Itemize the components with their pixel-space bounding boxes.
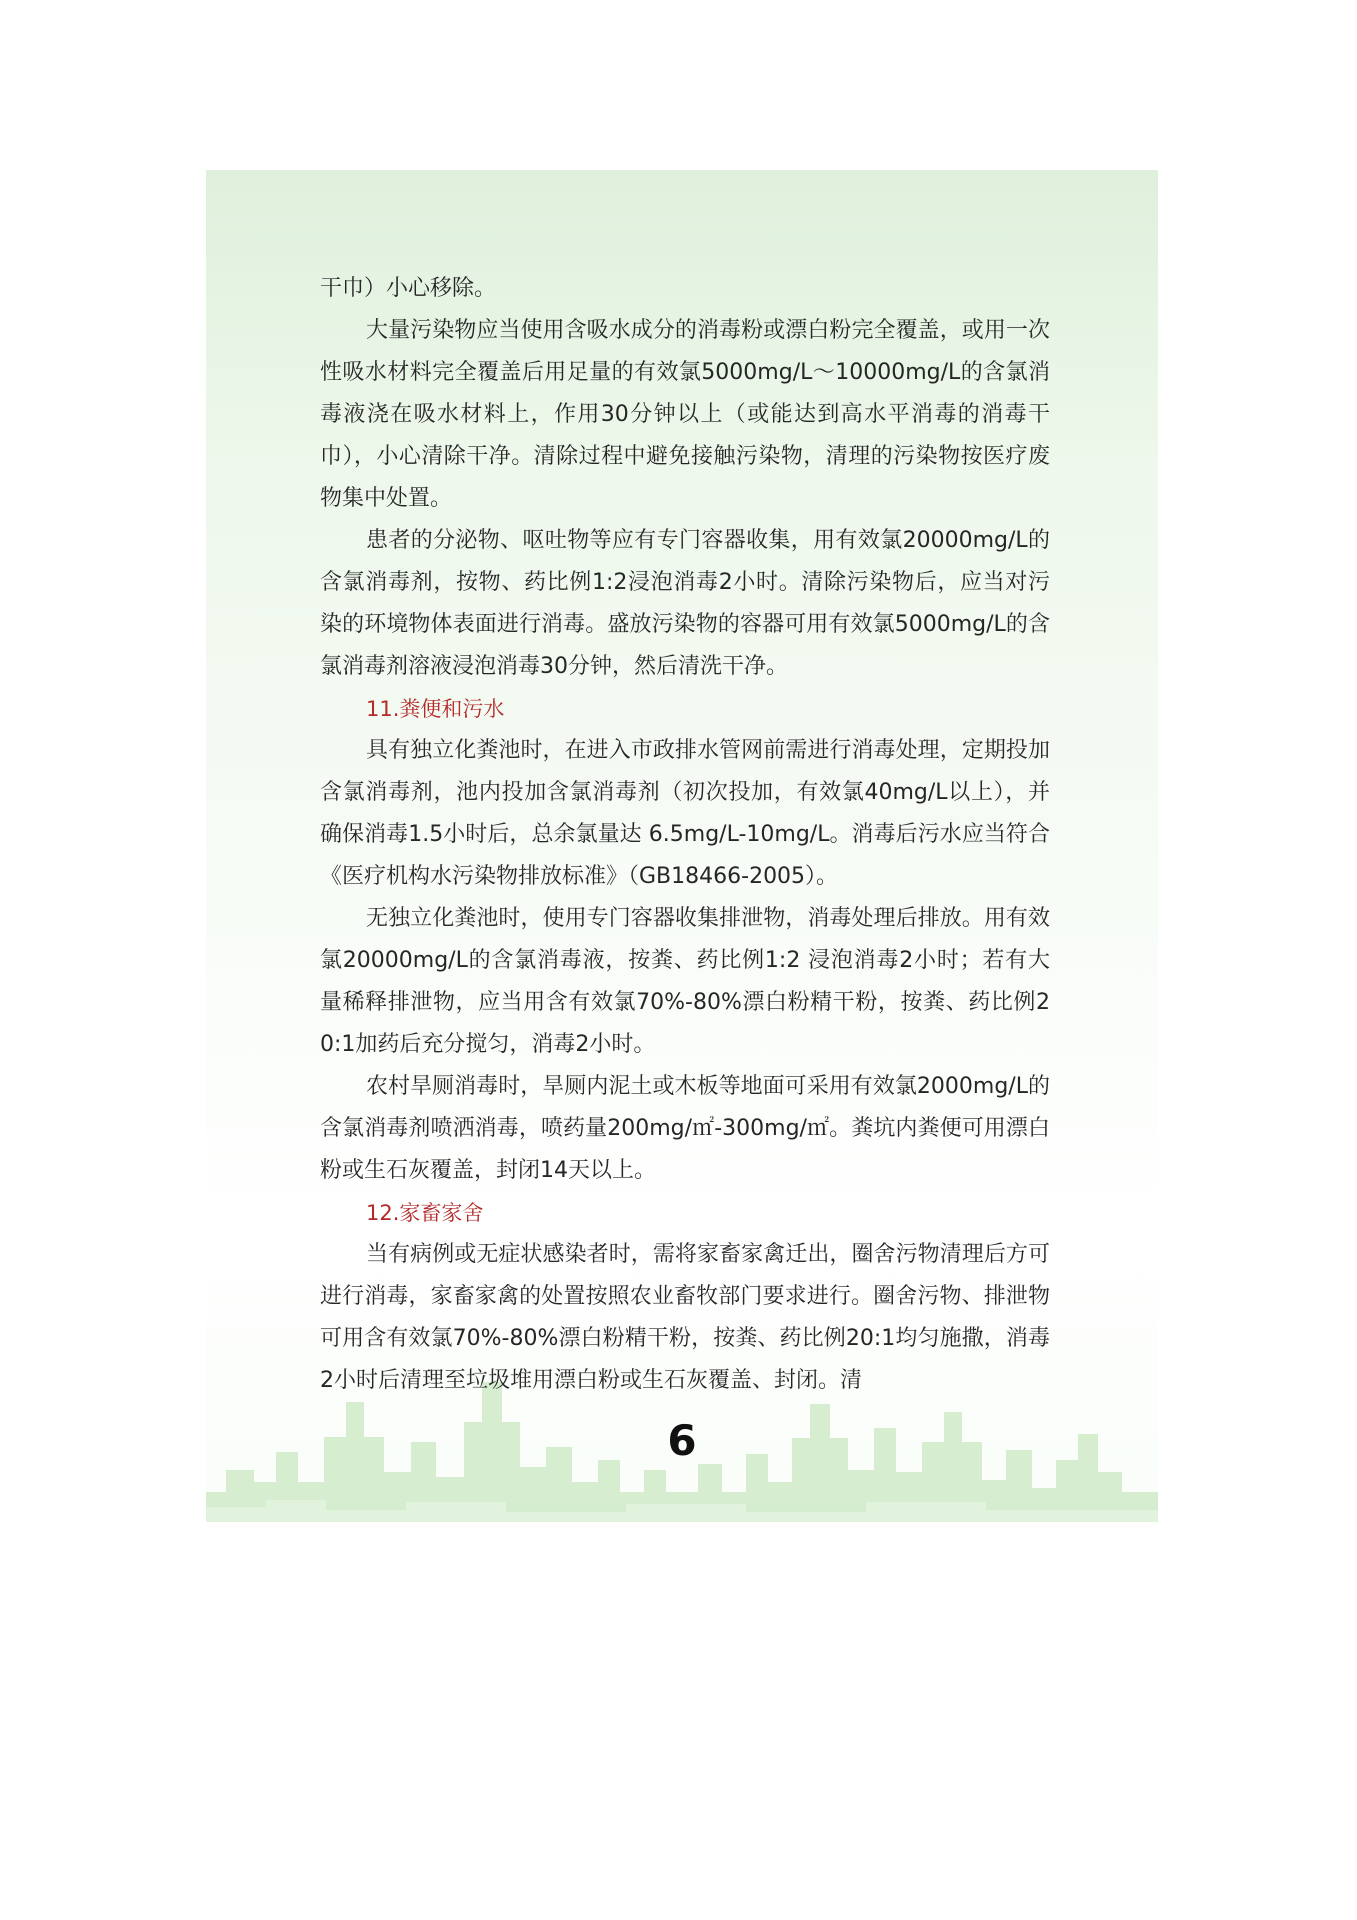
document-page xyxy=(206,170,1158,1522)
paragraph-large-contaminants: 大量污染物应当使用含吸水成分的消毒粉或漂白粉完全覆盖，或用一次性吸水材料完全覆盖后用足量的有效氯5000mg/L～10000mg/L的含氯消毒液浇在吸水材料上，作用30分钟以上（或能达到高水平消毒的消毒干巾），小心清除干净。清除过程中避免接触污染物，清理的污染物按医疗废物集中处置。 xyxy=(320,318,1050,511)
paragraph-patient-secretions: 患者的分泌物、呕吐物等应有专门容器收集，用有效氯20000mg/L的含氯消毒剂，按物、药比例1:2浸泡消毒2小时。清除污染物后，应当对污染的环境物体表面进行消毒。盛放污染物的容器可用有效氯5000mg/L的含氯消毒剂溶液浸泡消毒30分钟，然后清洗干净。 xyxy=(320,528,1050,679)
section-heading-12: 12.家畜家舍 xyxy=(366,1201,484,1225)
section-heading-11: 11.粪便和污水 xyxy=(366,697,505,721)
paragraph-livestock: 当有病例或无症状感染者时，需将家畜家禽迁出，圈舍污物清理后方可进行消毒，家畜家禽的处置按照农业畜牧部门要求进行。圈舍污物、排泄物可用含有效氯70%-80%漂白粉精干粉，按粪、药比例20:1均匀施撒，消毒2小时后清理至垃圾堆用漂白粉或生石灰覆盖、封闭。清 xyxy=(320,1242,1050,1393)
paragraph-continued: 干巾）小心移除。 xyxy=(320,276,497,301)
page-number: 6 xyxy=(667,1416,697,1465)
paragraph-septic-tank: 具有独立化粪池时，在进入市政排水管网前需进行消毒处理，定期投加含氯消毒剂，池内投加含氯消毒剂（初次投加，有效氯40mg/L以上），并确保消毒1.5小时后，总余氯量达 6.5mg/L-10mg/L。消毒后污水应当符合《医疗机构水污染物排放标准》（GB18466-2005）。 xyxy=(320,738,1050,889)
document-body xyxy=(320,268,1050,1402)
paragraph-rural-toilet: 农村旱厕消毒时，旱厕内泥土或木板等地面可采用有效氯2000mg/L的含氯消毒剂喷洒消毒，喷药量200mg/㎡-300mg/㎡。粪坑内粪便可用漂白粉或生石灰覆盖，封闭14天以上。 xyxy=(320,1074,1050,1183)
paragraph-no-septic-tank: 无独立化粪池时，使用专门容器收集排泄物，消毒处理后排放。用有效氯20000mg/L的含氯消毒液，按粪、药比例1:2 浸泡消毒2小时；若有大量稀释排泄物，应当用含有效氯70%-80%漂白粉精干粉，按粪、药比例20:1加药后充分搅匀，消毒2小时。 xyxy=(320,906,1050,1057)
